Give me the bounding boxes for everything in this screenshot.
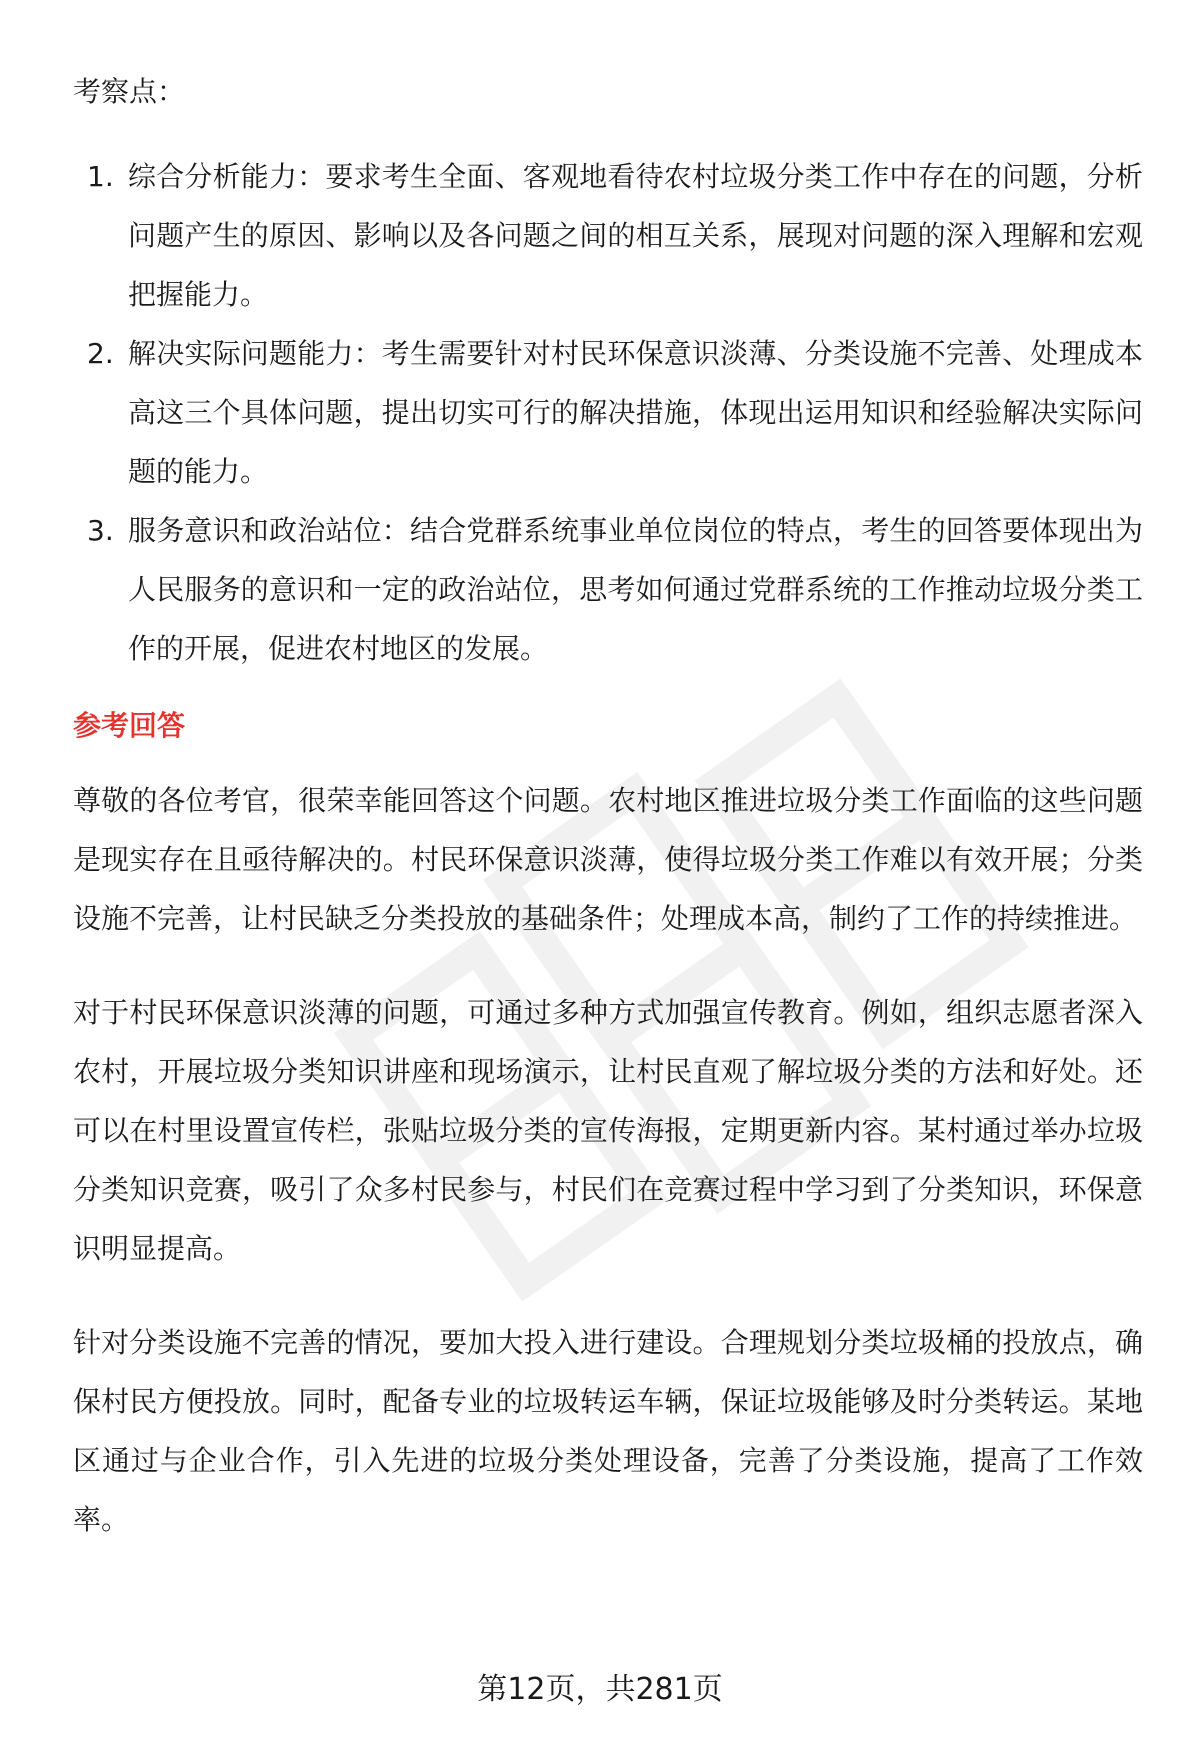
point-number: 1. [87,160,114,193]
point-text: 服务意识和政治站位：结合党群系统事业单位岗位的特点，考生的回答要体现出为人民服务的意识和一定的政治站位，思考如何通过党群系统的工作推动垃圾分类工作的开展，促进农村地区的发展。 [128,514,1143,665]
document-content [73,62,1143,1584]
point-number: 2. [87,337,114,370]
assessment-point [73,501,1143,678]
answer-paragraph: 针对分类设施不完善的情况，要加大投入进行建设。合理规划分类垃圾桶的投放点，确保村民方便投放。同时，配备专业的垃圾转运车辆，保证垃圾能够及时分类转运。某地区通过与企业合作，引入先进的垃圾分类处理设备，完善了分类设施，提高了工作效率。 [73,1326,1143,1536]
assessment-label: 考察点： [73,75,186,108]
answer-paragraph: 对于村民环保意识淡薄的问题，可通过多种方式加强宣传教育。例如，组织志愿者深入农村，开展垃圾分类知识讲座和现场演示，让村民直观了解垃圾分类的方法和好处。还可以在村里设置宣传栏，张贴垃圾分类的宣传海报，定期更新内容。某村通过举办垃圾分类知识竞赛，吸引了众多村民参与，村民们在竞赛过程中学习到了分类知识，环保意识明显提高。 [73,996,1143,1265]
reference-answer-heading: 参考回答 [73,709,186,742]
assessment-point [73,147,1143,324]
point-text: 综合分析能力：要求考生全面、客观地看待农村垃圾分类工作中存在的问题，分析问题产生的原因、影响以及各问题之间的相互关系，展现对问题的深入理解和宏观把握能力。 [128,160,1143,311]
assessment-points-list [73,147,1143,678]
point-text: 解决实际问题能力：考生需要针对村民环保意识淡薄、分类设施不完善、处理成本高这三个具体问题，提出切实可行的解决措施，体现出运用知识和经验解决实际问题的能力。 [128,337,1143,488]
answer-paragraph: 尊敬的各位考官，很荣幸能回答这个问题。农村地区推进垃圾分类工作面临的这些问题是现实存在且亟待解决的。村民环保意识淡薄，使得垃圾分类工作难以有效开展；分类设施不完善，让村民缺乏分类投放的基础条件；处理成本高，制约了工作的持续推进。 [73,784,1143,935]
page-number-footer: 第12页，共281页 [477,1672,723,1707]
point-number: 3. [87,514,114,547]
assessment-point [73,324,1143,501]
